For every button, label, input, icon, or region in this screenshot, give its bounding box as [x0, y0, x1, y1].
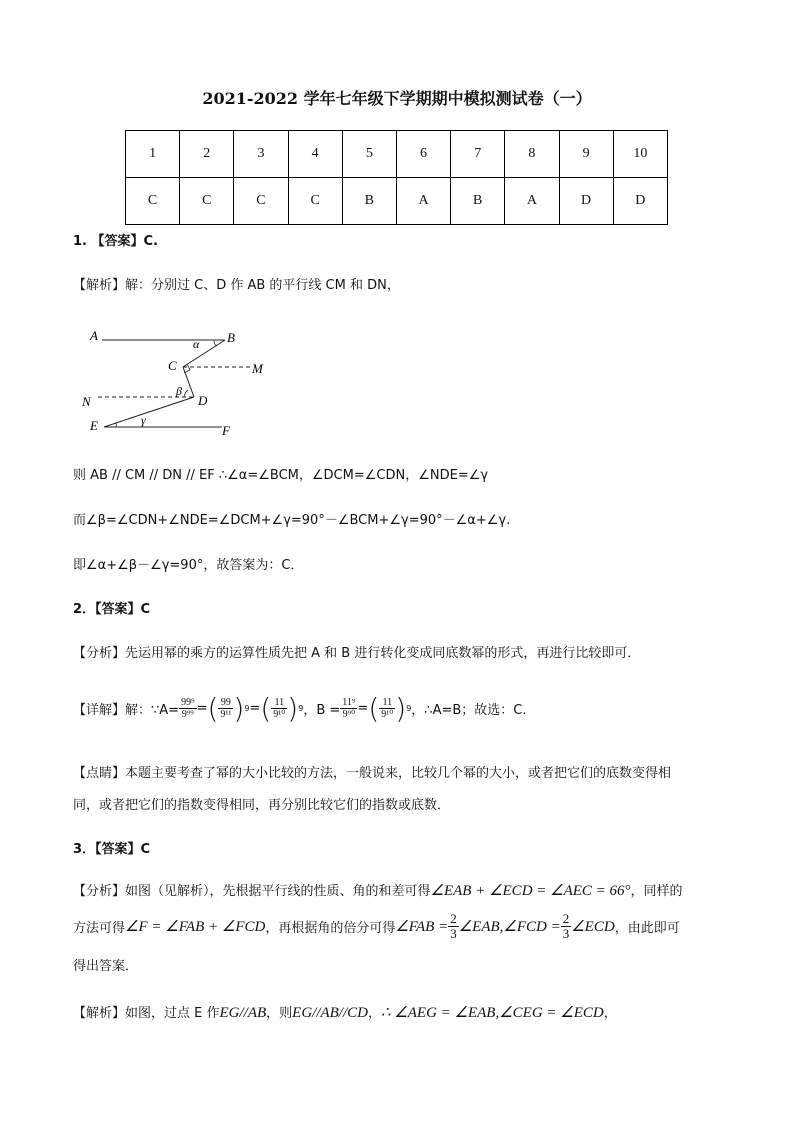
table-cell: C	[126, 178, 180, 225]
label-alpha: α	[193, 337, 200, 351]
table-cell: C	[288, 178, 342, 225]
denominator: 9⁹⁰	[342, 708, 356, 720]
line-cd	[183, 367, 194, 397]
denominator: 9¹⁰	[273, 708, 286, 720]
q2-fraction-b	[218, 697, 233, 720]
fraction-two-thirds	[561, 912, 572, 941]
q2-detail	[73, 688, 526, 728]
table-cell: 7	[451, 131, 505, 178]
line-bc	[183, 340, 225, 367]
q3-analysis-line-3: 得出答案．	[73, 959, 139, 974]
text: ，	[367, 1006, 381, 1021]
table-cell: C	[180, 178, 234, 225]
q2-detail-prefix: 【详解】解：∵A=	[73, 702, 180, 718]
q3-analysis-line-1	[73, 880, 683, 900]
table-cell: A	[396, 178, 450, 225]
table-cell: B	[342, 178, 396, 225]
numerator: 2	[562, 910, 570, 926]
exponent: 9	[244, 703, 250, 713]
q2-tip-line-2: 同，或者把它们的指数变得相同，再分别比较它们的指数或底数．	[73, 798, 451, 813]
line-de	[104, 397, 194, 427]
math-expression: EG//AB	[219, 1005, 267, 1021]
table-cell: A	[505, 178, 559, 225]
denominator: 9¹¹	[220, 708, 232, 720]
label-d: D	[198, 393, 208, 408]
q2-fraction-c	[271, 697, 287, 720]
table-cell: 2	[180, 131, 234, 178]
denominator: 3	[562, 925, 570, 941]
math-expression: ∠ECD	[571, 918, 615, 935]
table-cell: 6	[396, 131, 450, 178]
q2-fraction-a	[179, 697, 197, 720]
q2-answer-heading: 2．【答案】C	[73, 602, 151, 617]
math-expression: ∴ ∠AEG = ∠EAB,∠CEG = ∠ECD	[381, 1005, 604, 1021]
answer-table	[125, 130, 668, 225]
math-expression: ∠EAB,∠FCD =	[458, 918, 561, 935]
label-beta: β	[176, 384, 182, 398]
q3-solution-line-1	[73, 1002, 617, 1022]
label-e: E	[90, 418, 98, 433]
label-f: F	[222, 423, 230, 438]
numerator: 11⁹	[342, 696, 356, 708]
label-b: B	[227, 330, 235, 345]
q2-detail-tail: ，∴A=B；故选：C.	[411, 702, 527, 718]
table-cell: 9	[559, 131, 613, 178]
q2-tip-line-1: 【点睛】本题主要考查了幂的大小比较的方法，一般说来，比较几个幂的大小，或者把它们的底数变得相	[73, 766, 672, 781]
q1-line-2: 而∠β=∠CDN+∠NDE=∠DCM+∠γ=90°－∠BCM+∠γ=90°－∠α+∠γ.	[73, 513, 511, 528]
exponent: 9	[298, 703, 304, 713]
table-cell: 5	[342, 131, 396, 178]
text: ，由此即可	[614, 920, 680, 936]
q1-geometry-figure	[80, 325, 280, 440]
label-a: A	[90, 328, 98, 343]
beta-arc	[184, 390, 188, 397]
left-paren: (	[207, 691, 219, 725]
table-cell: 3	[234, 131, 288, 178]
denominator: 3	[450, 925, 457, 941]
numerator: 11	[379, 697, 395, 709]
denominator: 9⁹⁹	[181, 708, 194, 720]
right-paren: )	[233, 691, 245, 725]
table-cell: 8	[505, 131, 559, 178]
q1-line-3: 即∠α+∠β－∠γ=90°，故答案为：C．	[73, 558, 304, 573]
exponent: 9	[406, 703, 412, 713]
fraction-two-thirds	[448, 912, 459, 941]
math-expression: ∠F = ∠FAB + ∠FCD	[125, 918, 266, 935]
numerator: 11	[271, 697, 287, 709]
text: ，再根据角的倍分可得	[265, 920, 396, 936]
equals-sign: =	[249, 700, 261, 716]
q3-analysis-line-2	[73, 908, 680, 944]
text: ，则	[266, 1006, 293, 1021]
denominator: 9¹⁰	[381, 708, 394, 720]
text: ，同样的	[630, 884, 683, 899]
q1-line-1: 则 AB // CM // DN // EF ∴∠α=∠BCM，∠DCM=∠CDN，∠NDE=∠γ	[73, 468, 489, 483]
math-expression: ∠FAB =	[395, 918, 449, 935]
label-n: N	[82, 394, 91, 409]
text: 【分析】如图（见解析），先根据平行线的性质、角的和差可得	[73, 884, 431, 899]
q2-detail-mid: ，B =	[303, 702, 341, 718]
left-paren: (	[368, 691, 380, 725]
q1-analysis: 【解析】解：分别过 C、D 作 AB 的平行线 CM 和 DN，	[73, 278, 400, 293]
numerator: 2	[450, 910, 457, 926]
text: ，	[603, 1006, 617, 1021]
label-gamma: γ	[141, 413, 146, 427]
table-cell: 4	[288, 131, 342, 178]
left-paren: (	[260, 691, 272, 725]
label-m: M	[252, 361, 263, 376]
page-title: 2021-2022 学年七年级下学期期中模拟测试卷（一）	[202, 89, 592, 108]
text: 【解析】如图，过点 E 作	[73, 1006, 220, 1021]
q2-fraction-d	[340, 697, 357, 720]
label-c: C	[168, 358, 177, 373]
q2-analysis: 【分析】先运用幂的乘方的运算性质先把 A 和 B 进行转化变成同底数幂的形式，再进行比较即可．	[73, 646, 641, 661]
math-expression: EG//AB//CD	[292, 1005, 368, 1021]
text: 方法可得	[73, 920, 126, 936]
equals-sign: =	[357, 700, 369, 716]
table-cell: 10	[613, 131, 667, 178]
table-cell: D	[559, 178, 613, 225]
equals-sign: =	[196, 700, 208, 716]
right-paren: )	[287, 691, 299, 725]
numerator: 99	[218, 697, 233, 709]
table-cell: 1	[126, 131, 180, 178]
q1-answer-heading: 1. 【答案】C.	[73, 234, 158, 249]
q2-fraction-e	[379, 697, 395, 720]
right-paren: )	[395, 691, 407, 725]
answer-table-number-row	[126, 131, 668, 178]
table-cell: B	[451, 178, 505, 225]
q3-answer-heading: 3．【答案】C	[73, 842, 151, 857]
math-expression: ∠EAB + ∠ECD = ∠AEC = 66°	[430, 883, 631, 899]
table-cell: D	[613, 178, 667, 225]
numerator: 99⁹	[181, 696, 195, 708]
table-cell: C	[234, 178, 288, 225]
answer-table-answer-row	[126, 178, 668, 225]
